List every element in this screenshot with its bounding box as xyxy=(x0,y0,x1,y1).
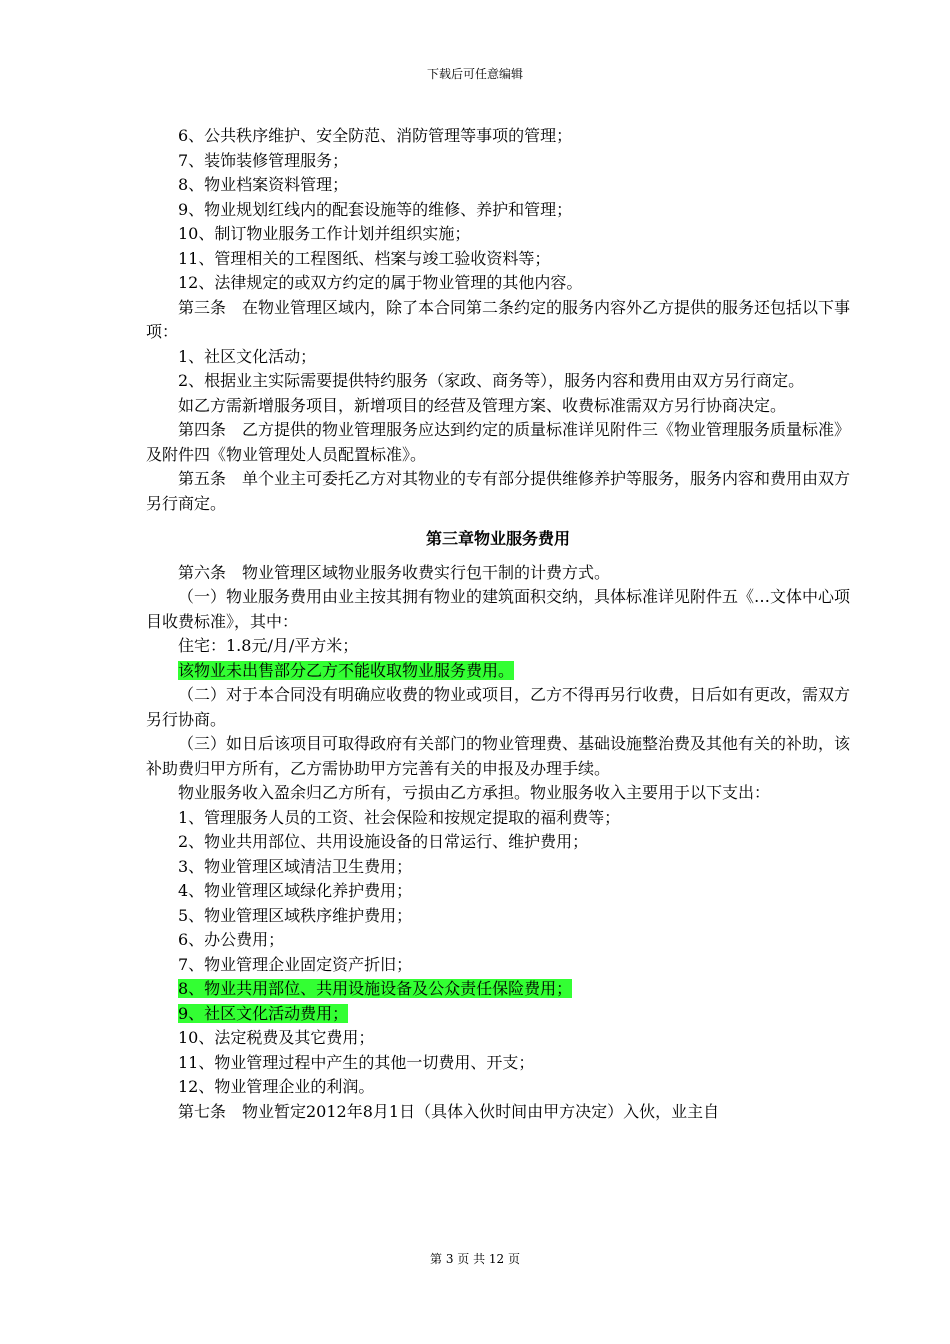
article-3: 第三条 在物业管理区域内，除了本合同第二条约定的服务内容外乙方提供的服务还包括以下事项： xyxy=(146,297,851,341)
paragraph: 如乙方需新增服务项目，新增项目的经营及管理方案、收费标准需双方另行协商决定。 xyxy=(178,395,787,415)
document-body xyxy=(146,124,850,1124)
clause-2: （二）对于本合同没有明确应收费的物业或项目，乙方不得再另行收费，日后如有更改，需双方另行协商。 xyxy=(146,685,851,729)
clause-3: （三）如日后该项目可取得政府有关部门的物业管理费、基础设施整治费及其他有关的补助，该补助费归甲方所有，乙方需协助甲方完善有关的申报及办理手续。 xyxy=(146,734,851,778)
highlighted-line xyxy=(146,659,850,684)
list-item: 11、管理相关的工程图纸、档案与竣工验收资料等； xyxy=(178,248,551,268)
list-item: 11、物业管理过程中产生的其他一切费用、开支； xyxy=(178,1052,535,1072)
page-header: 下载后可任意编辑 xyxy=(426,67,523,81)
chapter-title: 第三章物业服务费用 xyxy=(425,529,570,548)
list-item: 7、装饰装修管理服务； xyxy=(178,150,349,170)
highlighted-line xyxy=(146,1002,850,1027)
article-5: 第五条 单个业主可委托乙方对其物业的专有部分提供维修养护等服务，服务内容和费用由双方另行商定。 xyxy=(146,469,851,513)
list-item: 4、物业管理区域绿化养护费用； xyxy=(178,881,413,900)
list-item: 1、社区文化活动； xyxy=(178,346,317,366)
list-item: 7、物业管理企业固定资产折旧； xyxy=(178,954,413,974)
highlighted-line xyxy=(146,977,850,1002)
article-6: 第六条 物业管理区域物业服务收费实行包干制的计费方式。 xyxy=(178,562,611,582)
article-4: 第四条 乙方提供的物业管理服务应达到约定的质量标准详见附件三《物业管理服务质量标准》及附件四《物业管理处人员配置标准》。 xyxy=(146,420,851,464)
list-item: 2、根据业主实际需要提供特约服务（家政、商务等），服务内容和费用由双方另行商定。 xyxy=(178,371,805,390)
list-item: 10、法定税费及其它费用； xyxy=(178,1028,375,1047)
paragraph: 物业服务收入盈余归乙方所有，亏损由乙方承担。物业服务收入主要用于以下支出： xyxy=(178,783,771,802)
list-item: 3、物业管理区域清洁卫生费用； xyxy=(178,856,413,876)
clause-1: （一）物业服务费用由业主按其拥有物业的建筑面积交纳，具体标准详见附件五《…文体中心项目收费标准》，其中： xyxy=(146,587,851,631)
list-item: 6、办公费用； xyxy=(178,930,285,949)
list-item: 10、制订物业服务工作计划并组织实施； xyxy=(178,224,471,243)
page-number: 第 3 页 共 12 页 xyxy=(430,1252,520,1266)
list-item: 12、法律规定的或双方约定的属于物业管理的其他内容。 xyxy=(178,273,583,292)
list-item: 8、物业档案资料管理； xyxy=(178,175,349,194)
list-item: 2、物业共用部位、共用设施设备的日常运行、维护费用； xyxy=(178,832,589,851)
article-7: 第七条 物业暂定2012年8月1日（具体入伙时间由甲方决定）入伙，业主自 xyxy=(178,1101,720,1121)
list-item: 12、物业管理企业的利润。 xyxy=(178,1077,375,1096)
highlighted-text: 8、物业共用部位、共用设施设备及公众责任保险费用； xyxy=(178,979,573,998)
list-item: 9、物业规划红线内的配套设施等的维修、养护和管理； xyxy=(178,199,573,219)
list-item: 5、物业管理区域秩序维护费用； xyxy=(178,905,413,925)
highlighted-text: 该物业未出售部分乙方不能收取物业服务费用。 xyxy=(178,660,515,680)
list-item: 1、管理服务人员的工资、社会保险和按规定提取的福利费等； xyxy=(178,807,621,827)
list-item: 6、公共秩序维护、安全防范、消防管理等事项的管理； xyxy=(178,126,573,145)
highlighted-text: 9、社区文化活动费用； xyxy=(178,1003,349,1023)
rate-line: 住宅：1.8元/月/平方米； xyxy=(178,636,359,655)
